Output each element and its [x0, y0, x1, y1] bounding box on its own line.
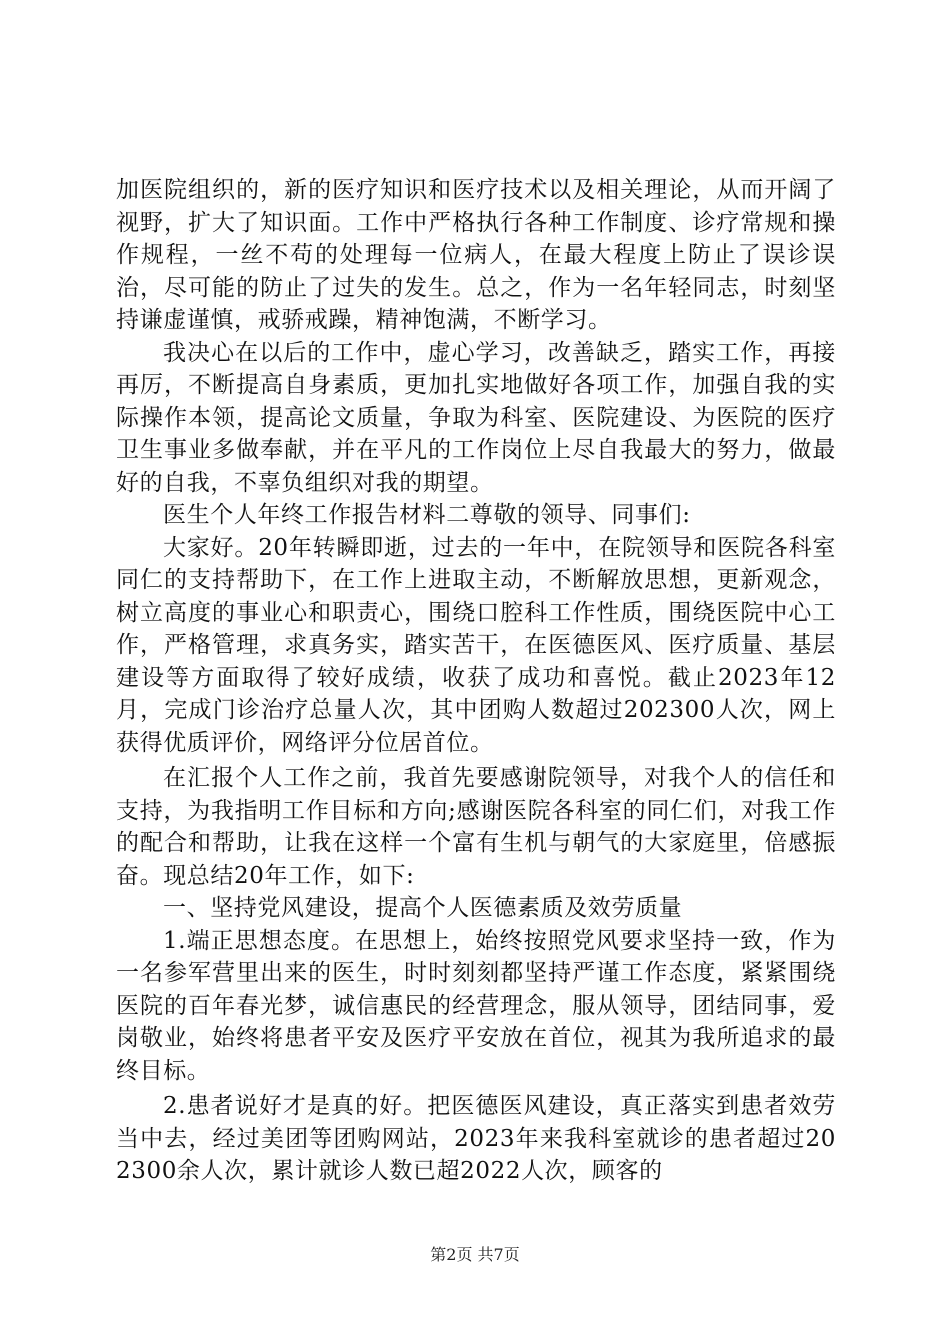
- paragraph-item-1: 1.端正思想态度。在思想上，始终按照党风要求坚持一致，作为一名参军营里出来的医生，时时刻刻都坚持严谨工作态度，紧紧围绕医院的百年春光梦，诚信惠民的经营理念，服从领导，团结同事，爱岗敬业，始终将患者平安及医疗平安放在首位，视其为我所追求的最终目标。: [116, 927, 836, 1084]
- page-number-footer: 第2页 共7页: [430, 1245, 520, 1264]
- section-heading-1: 一、坚持党风建设，提高个人医德素质及效劳质量: [163, 895, 683, 921]
- paragraph-resolution: 我决心在以后的工作中，虚心学习，改善缺乏，踏实工作，再接再厉，不断提高自身素质，更加扎实地做好各项工作，加强自我的实际操作本领，提高论文质量，争取为科室、医院建设、为医院的医疗卫生事业多做奉献，并在平凡的工作岗位上尽自我最大的努力，做最好的自我，不辜负组织对我的期望。: [116, 339, 836, 496]
- paragraph-greeting: 大家好。20年转瞬即逝，过去的一年中，在院领导和医院各科室同仁的支持帮助下，在工作上进取主动，不断解放思想，更新观念，树立高度的事业心和职责心，围绕口腔科工作性质，围绕医院中心工作，严格管理，求真务实，踏实苦干，在医德医风、医疗质量、基层建设等方面取得了较好成绩，收获了成功和喜悦。截止2023年12月，完成门诊治疗总量人次，其中团购人数超过202300人次，网上获得优质评价，网络评分位居首位。: [116, 534, 836, 756]
- document-body: [116, 174, 836, 1188]
- paragraph-continuation: 加医院组织的，新的医疗知识和医疗技术以及相关理论，从而开阔了视野，扩大了知识面。工作中严格执行各种工作制度、诊疗常规和操作规程，一丝不苟的处理每一位病人，在最大程度上防止了误诊误治，尽可能的防止了过失的发生。总之，作为一名年轻同志，时刻坚持谦虚谨慎，戒骄戒躁，精神饱满，不断学习。: [116, 177, 836, 333]
- paragraph-report-title: 医生个人年终工作报告材料二尊敬的领导、同事们:: [163, 502, 691, 528]
- paragraph-item-2: 2.患者说好才是真的好。把医德医风建设，真正落实到患者效劳当中去，经过美团等团购网站，2023年来我科室就诊的患者超过202300余人次，累计就诊人数已超2022人次，顾客的: [116, 1093, 836, 1184]
- paragraph-thanks: 在汇报个人工作之前，我首先要感谢院领导，对我个人的信任和支持，为我指明工作目标和方向;感谢医院各科室的同仁们，对我工作的配合和帮助，让我在这样一个富有生机与朝气的大家庭里，倍感振奋。现总结20年工作，如下:: [116, 765, 836, 889]
